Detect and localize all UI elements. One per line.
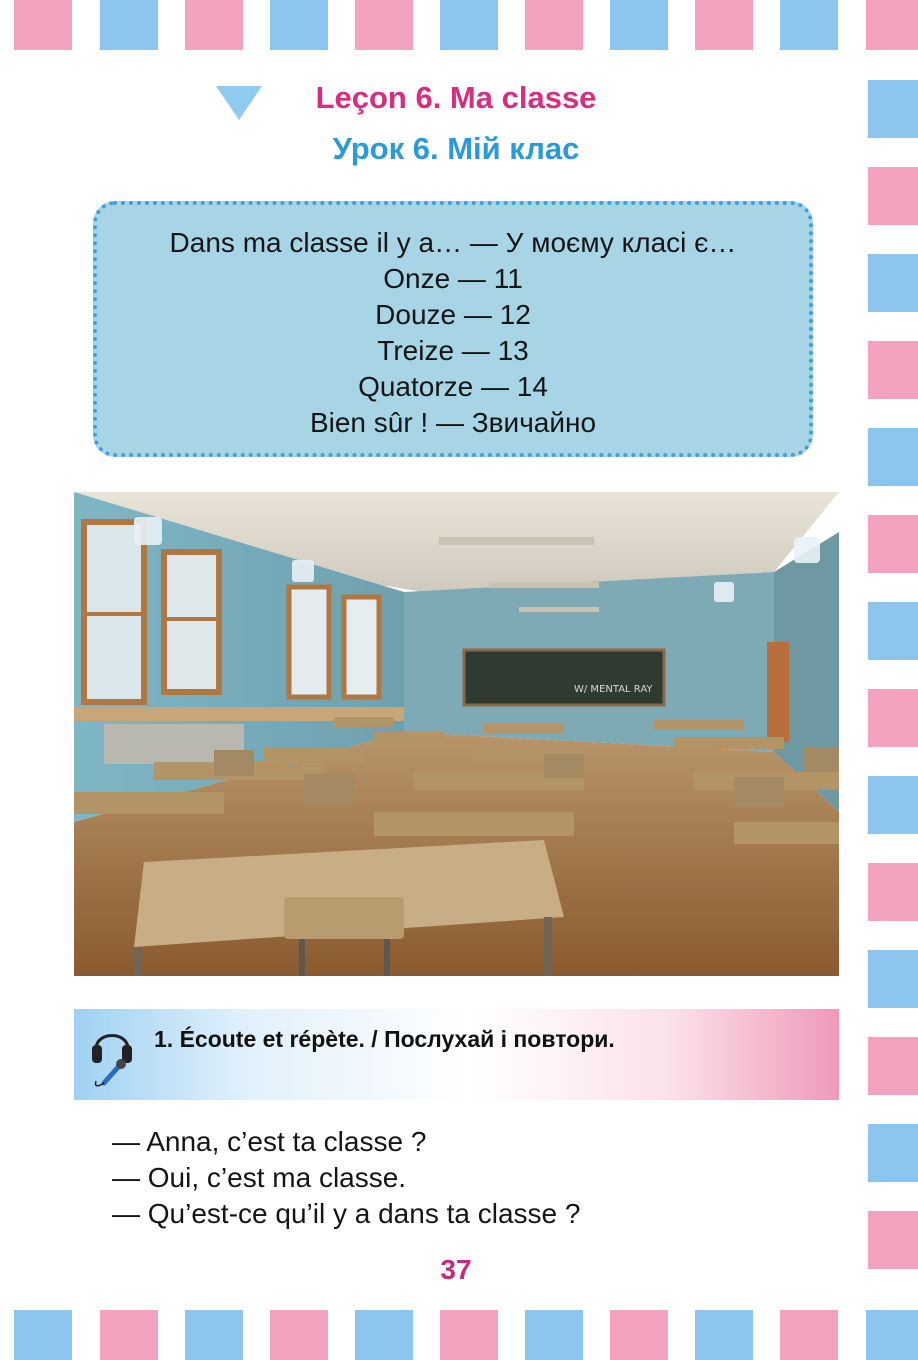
- headset-microphone-icon: [90, 1021, 134, 1089]
- border-square: [270, 0, 328, 50]
- border-square: [14, 1310, 72, 1360]
- exercise-title: 1. Écoute et répète. / Послухай і повтори.: [154, 1026, 615, 1052]
- border-square: [695, 0, 753, 50]
- vocabulary-line: Bien sûr ! — Звичайно: [309, 407, 597, 438]
- border-square: [610, 0, 668, 50]
- border-square: [440, 0, 498, 50]
- classroom-photo: [74, 492, 839, 976]
- border-square: [780, 1310, 838, 1360]
- dialog-line: — Oui, c’est ma classe.: [112, 1162, 407, 1193]
- border-square: [866, 0, 918, 50]
- vocabulary-line: Treize — 13: [377, 335, 529, 366]
- dialog-line: — Anna, c’est ta classe ?: [112, 1126, 427, 1157]
- border-square: [100, 0, 158, 50]
- vocabulary-line: Douze — 12: [375, 299, 531, 330]
- border-square: [868, 515, 918, 573]
- border-square: [868, 254, 918, 312]
- border-square: [355, 1310, 413, 1360]
- border-square: [185, 1310, 243, 1360]
- page-number: 37: [440, 1254, 472, 1285]
- border-square: [695, 1310, 753, 1360]
- border-square: [610, 1310, 668, 1360]
- lesson-title-ua: Урок 6. Мій клас: [332, 131, 580, 166]
- border-square: [355, 0, 413, 50]
- vocabulary-line: Quatorze — 14: [358, 371, 548, 402]
- vocabulary-box: [93, 201, 813, 457]
- border-square: [14, 0, 72, 50]
- dialog: [112, 1124, 580, 1232]
- blackboard-text: W/ MENTAL RAY: [574, 684, 653, 695]
- lesson-title-fr: Leçon 6. Ma classe: [315, 80, 597, 115]
- border-square: [868, 341, 918, 399]
- border-square: [868, 689, 918, 747]
- border-square: [525, 1310, 583, 1360]
- border-square: [868, 1037, 918, 1095]
- border-square: [525, 0, 583, 50]
- border-square: [440, 1310, 498, 1360]
- border-square: [868, 80, 918, 138]
- border-square: [780, 0, 838, 50]
- border-square: [866, 1310, 918, 1360]
- border-square: [868, 602, 918, 660]
- border-square: [868, 428, 918, 486]
- exercise-header: [74, 1009, 839, 1100]
- border-square: [868, 1211, 918, 1269]
- border-square: [868, 167, 918, 225]
- border-square: [868, 863, 918, 921]
- vocabulary-line: Dans ma classe il y a… — У моєму класі є…: [169, 227, 737, 258]
- border-square: [868, 776, 918, 834]
- border-square: [270, 1310, 328, 1360]
- border-square: [100, 1310, 158, 1360]
- border-square: [868, 1124, 918, 1182]
- border-square: [868, 950, 918, 1008]
- vocabulary-line: Onze — 11: [383, 263, 523, 294]
- dialog-line: — Qu’est-ce qu’il y a dans ta classe ?: [112, 1198, 581, 1229]
- border-square: [185, 0, 243, 50]
